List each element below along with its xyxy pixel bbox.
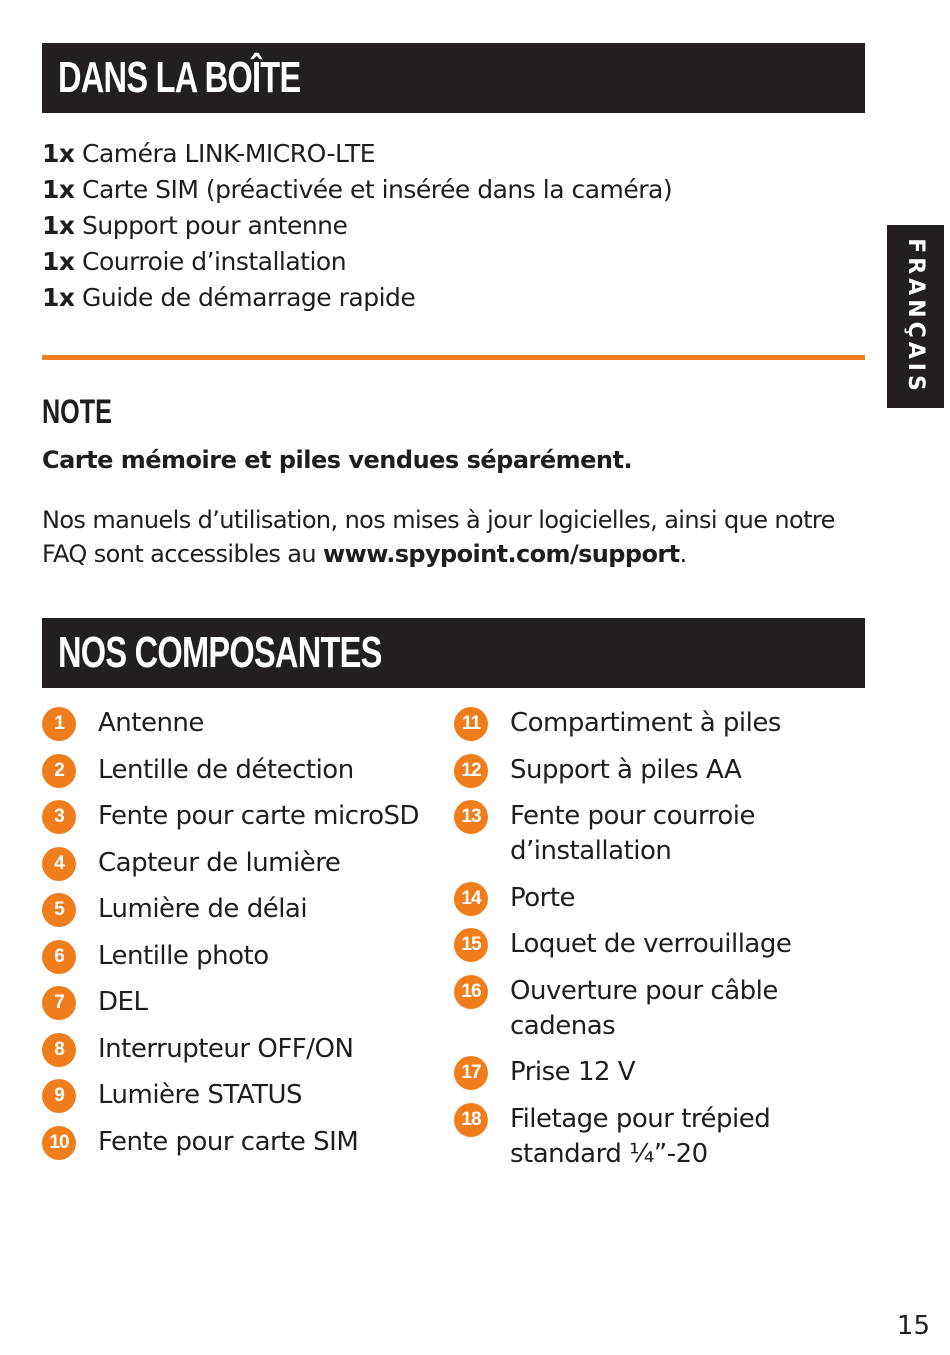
number-badge: 18 <box>454 1103 488 1137</box>
list-item <box>42 208 672 244</box>
orange-divider <box>42 355 865 360</box>
component-label: Filetage pour trépied standard ¼”-20 <box>510 1103 771 1169</box>
item-text: Caméra LINK-MICRO-LTE <box>81 139 376 168</box>
components-list-left <box>42 706 419 1171</box>
number-badge: 11 <box>454 707 488 741</box>
item-text: Carte SIM (préactivée et insérée dans la caméra) <box>81 175 673 204</box>
language-tab-label: FRANÇAIS <box>903 238 929 395</box>
component-label: Antenne <box>98 708 204 738</box>
item-text: Courroie d’installation <box>81 247 347 276</box>
number-badge: 15 <box>454 928 488 962</box>
component-label: Lentille de détection <box>98 754 354 785</box>
component-label: Fente pour carte SIM <box>98 1126 359 1157</box>
list-item <box>454 706 820 741</box>
note-text: Nos manuels d’utilisation, nos mises à jour logicielles, ainsi que notre FAQ sont accessibles au <box>42 506 835 568</box>
list-item <box>42 136 672 172</box>
number-badge: 2 <box>42 754 76 788</box>
list-item <box>42 1125 419 1160</box>
list-item <box>42 172 672 208</box>
list-item <box>454 1102 820 1172</box>
note-title: NOTE <box>42 393 112 431</box>
list-item <box>42 753 419 788</box>
number-badge: 9 <box>42 1079 76 1113</box>
support-link[interactable]: www.spypoint.com/support <box>323 540 680 568</box>
list-item <box>454 881 820 916</box>
number-badge: 7 <box>42 986 76 1020</box>
list-item <box>454 1055 820 1090</box>
component-label: Lumière de délai <box>98 894 308 924</box>
number-badge: 3 <box>42 800 76 834</box>
language-tab[interactable] <box>887 225 944 408</box>
list-item <box>42 846 419 881</box>
number-badge: 17 <box>454 1056 488 1090</box>
section-banner-in-the-box <box>42 43 865 113</box>
list-item <box>42 799 419 834</box>
item-text: Guide de démarrage rapide <box>81 283 416 312</box>
component-label: Interrupteur OFF/ON <box>98 1033 354 1064</box>
section-title: DANS LA BOÎTE <box>58 53 301 102</box>
item-qty: 1x <box>42 283 75 312</box>
component-label: Loquet de verrouillage <box>510 929 792 959</box>
list-item <box>42 892 419 927</box>
note-bold-line: Carte mémoire et piles vendues séparément. <box>42 446 633 474</box>
page-number: 15 <box>896 1311 930 1341</box>
number-badge: 6 <box>42 940 76 974</box>
number-badge: 4 <box>42 847 76 881</box>
list-item <box>42 706 419 741</box>
list-item <box>42 985 419 1020</box>
component-label: Capteur de lumière <box>98 847 341 878</box>
list-item <box>454 799 820 869</box>
components-list-right <box>454 706 820 1183</box>
list-item <box>42 1032 419 1067</box>
component-label: DEL <box>98 987 148 1017</box>
item-qty: 1x <box>42 211 75 240</box>
component-label: Lumière STATUS <box>98 1080 302 1110</box>
item-qty: 1x <box>42 175 75 204</box>
component-label: Prise 12 V <box>510 1057 636 1087</box>
component-label: Fente pour carte microSD <box>98 801 420 831</box>
component-label: Lentille photo <box>98 940 269 971</box>
number-badge: 1 <box>42 707 76 741</box>
number-badge: 14 <box>454 882 488 916</box>
number-badge: 13 <box>454 800 488 834</box>
note-paragraph <box>42 503 872 571</box>
number-badge: 12 <box>454 754 488 788</box>
section-banner-components <box>42 618 865 688</box>
component-label: Support à piles AA <box>510 754 742 785</box>
number-badge: 16 <box>454 975 488 1009</box>
item-qty: 1x <box>42 247 75 276</box>
list-item <box>42 939 419 974</box>
list-item <box>454 974 820 1044</box>
section-title: NOS COMPOSANTES <box>58 628 382 677</box>
list-item <box>454 753 820 788</box>
number-badge: 10 <box>42 1126 76 1160</box>
number-badge: 5 <box>42 893 76 927</box>
component-label: Ouverture pour câble cadenas <box>510 975 778 1041</box>
list-item <box>42 244 672 280</box>
number-badge: 8 <box>42 1033 76 1067</box>
item-qty: 1x <box>42 139 75 168</box>
component-label: Compartiment à piles <box>510 708 781 738</box>
list-item <box>42 280 672 316</box>
list-item <box>454 927 820 962</box>
component-label: Fente pour courroie d’installation <box>510 801 755 866</box>
list-item <box>42 1078 419 1113</box>
note-text-end: . <box>679 540 687 568</box>
component-label: Porte <box>510 882 576 913</box>
item-text: Support pour antenne <box>81 211 348 240</box>
box-contents-list <box>42 136 672 316</box>
